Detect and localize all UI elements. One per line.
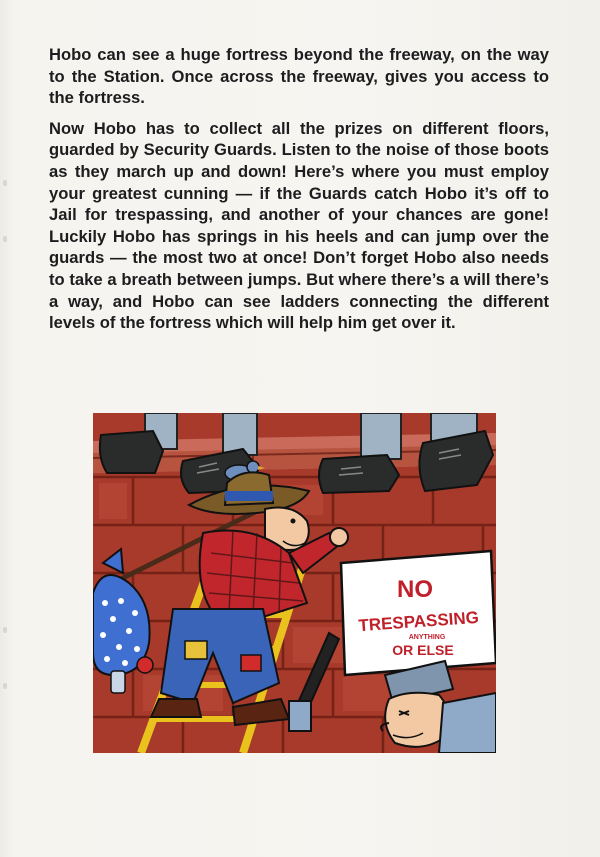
page-mark: [3, 683, 7, 689]
page-mark: [3, 236, 7, 242]
no-trespassing-sign: [341, 551, 496, 675]
paragraph-guards: Now Hobo has to collect all the prizes on different floors, guarded by Security Guards. Listen to the noise of those boots as they march up and down! Here’s where you must employ your greatest cunning — if the Guards catch Hobo it’s off to Jail for trespassing, and another of your chances are gone! Luckily Hobo has springs in his heels and can jump over the guards — the most two at once! Don’t forget Hobo also needs to take a breath between jumps. But where there’s a will there’s a way, and Hobo can see ladders connecting the different levels of the fortress which will help him get over it.: [49, 118, 549, 333]
page-mark: [3, 180, 7, 186]
sign-line-2: TRESPASSING: [357, 607, 480, 636]
sign-insert: ANYTHING: [408, 634, 446, 641]
sign-line-3: OR ELSE: [392, 642, 454, 658]
page-mark: [3, 627, 7, 633]
sign-line-1: NO: [397, 576, 433, 603]
paragraph-intro: Hobo can see a huge fortress beyond the freeway, on the way to the Station. Once across the freeway, gives you access to the fortress.: [49, 45, 549, 108]
hobo-illustration: [93, 413, 496, 753]
instructions-text: [49, 44, 549, 343]
